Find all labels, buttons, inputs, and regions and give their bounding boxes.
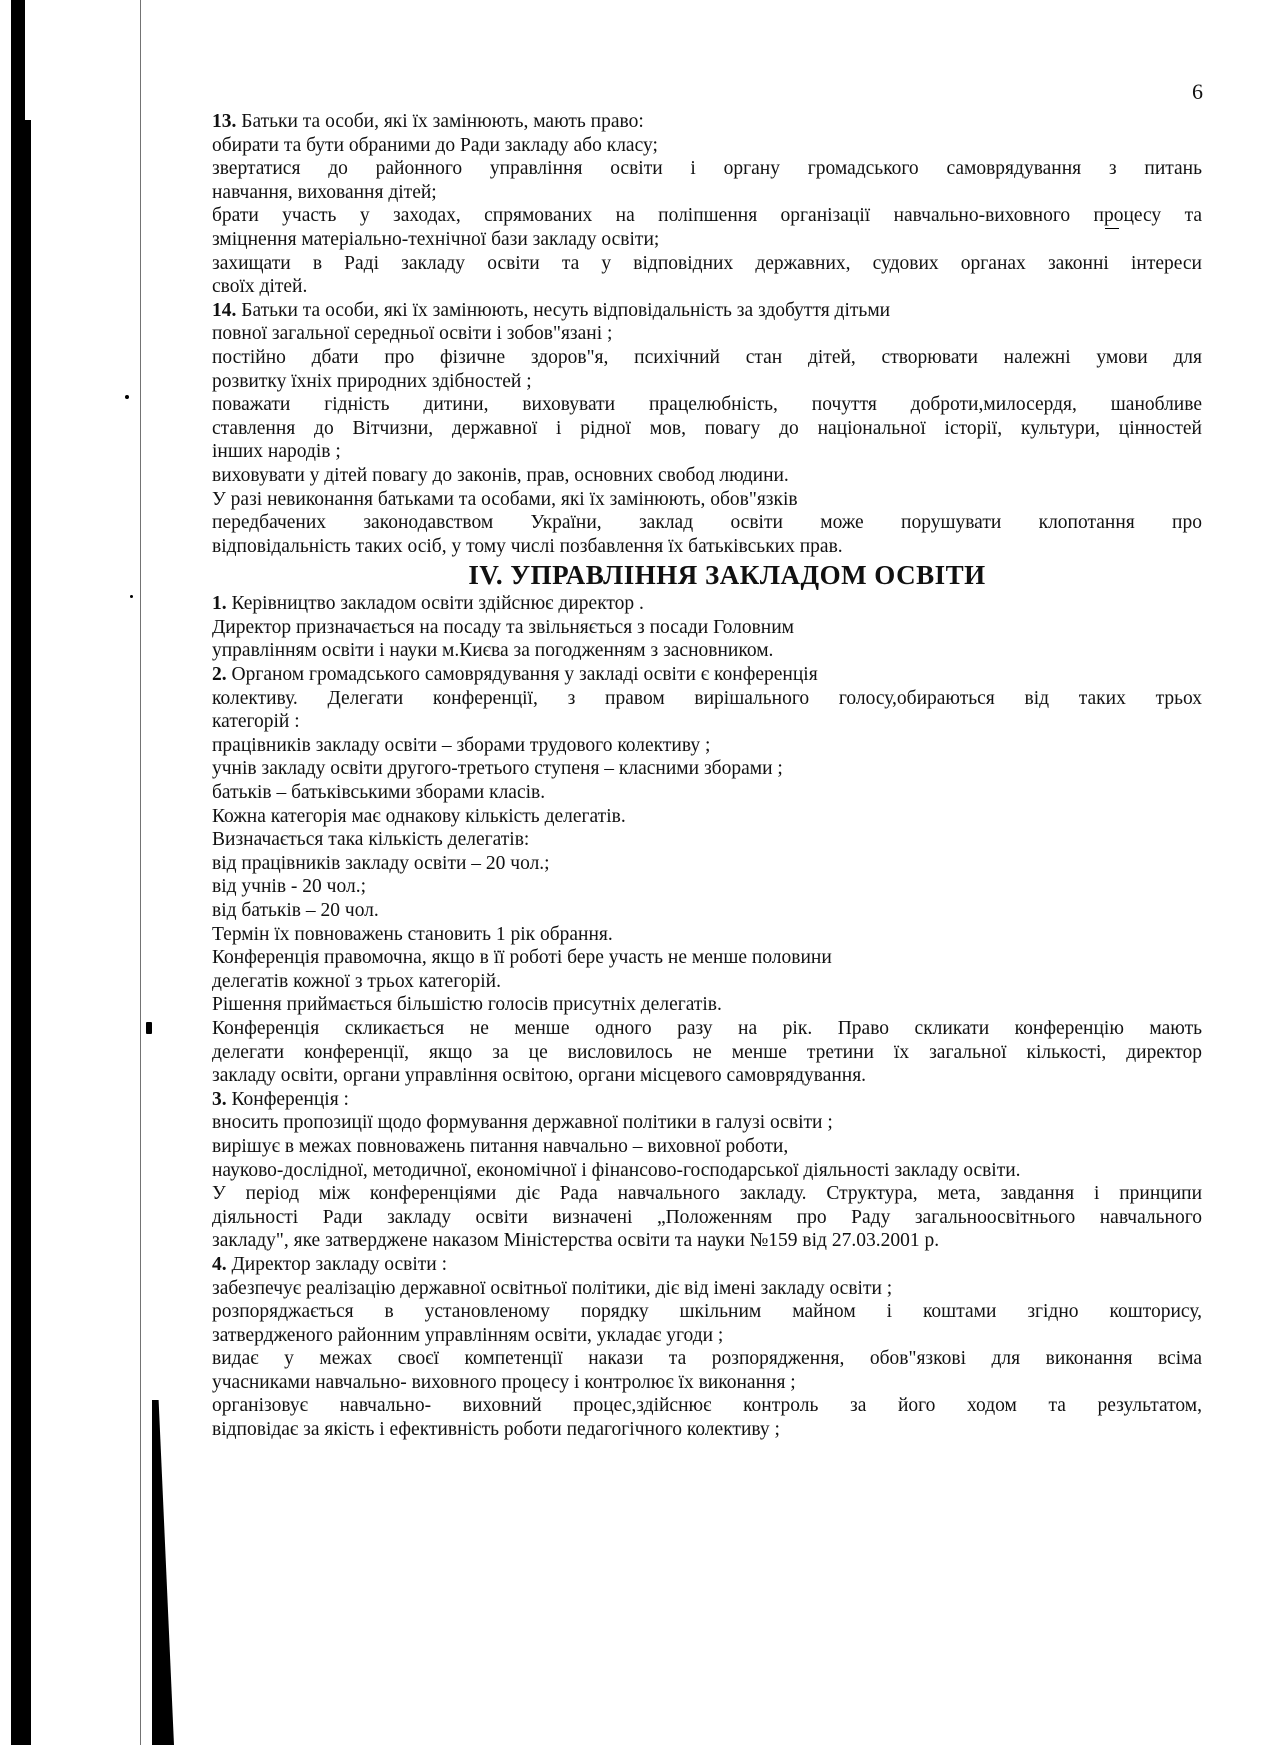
line-text: Керівництво закладом освіти здійснює директор . <box>226 593 644 615</box>
numbered-paragraph <box>212 663 1202 687</box>
text-line <box>212 535 1202 559</box>
line-text: науково-дослідної, методичної, економічної і фінансово-господарської діяльності закладу освіти. <box>212 1159 1021 1181</box>
line-text: інших народів ; <box>212 441 341 463</box>
line-text: передбачених законодавством України, заклад освіти може порушувати клопотання про <box>212 512 1202 534</box>
text-line <box>212 1418 1202 1442</box>
numbered-paragraph <box>212 299 1202 323</box>
text-line <box>212 1324 1202 1348</box>
numbered-paragraph <box>212 592 1202 616</box>
line-text: затвердженого районним управлінням освіти, укладає угоди ; <box>212 1324 724 1346</box>
text-line <box>212 275 1202 299</box>
text-line <box>212 134 1202 158</box>
item-number: 13. <box>212 111 237 132</box>
line-text: від батьків – 20 чол. <box>212 900 379 921</box>
text-line <box>212 252 1202 276</box>
item-number: 4. <box>212 1253 227 1275</box>
text-line <box>212 464 1202 488</box>
line-text: вирішує в межах повноважень питання навчально – виховної роботи, <box>212 1135 789 1157</box>
text-line <box>212 488 1202 512</box>
line-text: колективу. Делегати конференції, з правом вирішального голосу,обираються від таких трьох <box>212 687 1202 709</box>
text-line <box>212 639 1202 663</box>
parents-rights-section <box>212 110 1202 558</box>
page-number: 6 <box>1192 79 1203 104</box>
text-line <box>212 687 1202 711</box>
line-text: Рішення приймається більшістю голосів присутніх делегатів. <box>212 994 722 1016</box>
line-text: Конференція правомочна, якщо в її роботі бере участь не менше половини <box>212 947 832 969</box>
line-text: зміцнення матеріально-технічної бази закладу освіти; <box>212 228 660 250</box>
text-line <box>212 734 1202 758</box>
scan-gutter-line <box>140 0 142 1745</box>
text-line <box>212 1371 1202 1395</box>
text-line <box>212 710 1202 734</box>
text-line <box>212 970 1202 994</box>
line-text: відповідальність таких осіб, у тому числі позбавлення їх батьківських прав. <box>212 535 843 557</box>
item-number: 2. <box>212 664 227 686</box>
item-number: 3. <box>212 1088 227 1110</box>
text-line <box>212 828 1202 852</box>
text-line <box>212 370 1202 394</box>
text-line <box>212 204 1202 228</box>
line-text: Директор призначається на посаду та звільняється з посади Головним <box>212 616 795 638</box>
line-text: діяльності Ради закладу освіти визначені „Положенням про Раду загальноосвітнього навчального <box>212 1206 1202 1228</box>
line-text: вносить пропозиції щодо формування державної політики в галузі освіти ; <box>212 1112 833 1134</box>
line-text: учнів закладу освіти другого-третього ступеня – класними зборами ; <box>212 758 783 780</box>
line-text: працівників закладу освіти – зборами трудового колективу ; <box>212 734 711 756</box>
text-line <box>212 805 1202 829</box>
line-text: У разі невиконання батьками та особами, які їх замінюють, обов"язків <box>212 488 798 510</box>
line-text: Батьки та особи, які їх замінюють, несуть відповідальність за здобуття дітьми <box>236 299 891 321</box>
text-line <box>212 781 1202 805</box>
line-text: Конференція : <box>226 1088 349 1110</box>
text-line <box>212 1135 1202 1159</box>
line-text: брати участь у заходах, спрямованих на поліпшення організації навчально-виховного процесу та <box>212 205 1202 227</box>
line-text: Визначається така кількість делегатів: <box>212 829 530 851</box>
text-line <box>212 1347 1202 1371</box>
section-heading: IV. УПРАВЛІННЯ ЗАКЛАДОМ ОСВІТИ <box>468 560 986 591</box>
line-text: забезпечує реалізацію державної освітньої політики, діє від імені закладу освіти ; <box>212 1277 893 1299</box>
text-line <box>212 1182 1202 1206</box>
text-line <box>212 946 1202 970</box>
line-text: обирати та бути обраними до Ради закладу або класу; <box>212 134 658 156</box>
line-text: видає у межах своєї компетенції накази та розпорядження, обов"язкові для виконання всіма <box>212 1348 1202 1370</box>
scan-speck <box>146 1022 152 1034</box>
text-line <box>212 181 1202 205</box>
scan-speck <box>125 395 129 399</box>
text-line <box>212 1277 1202 1301</box>
line-text: від працівників закладу освіти – 20 чол.; <box>212 852 550 874</box>
line-text: виховувати у дітей повагу до законів, прав, основних свобод людини. <box>212 464 789 486</box>
line-text: постійно дбати про фізичне здоров"я, психічний стан дітей, створювати належні умови для <box>212 346 1202 368</box>
text-line <box>212 616 1202 640</box>
numbered-paragraph <box>212 1253 1202 1277</box>
text-line <box>212 1017 1202 1041</box>
text-line <box>212 757 1202 781</box>
line-text: поважати гідність дитини, виховувати працелюбність, почуття доброти,милосердя, шанобливе <box>212 394 1202 416</box>
line-text: делегати конференції, якщо за це висловилось не менше третини їх загальної кількості, директор <box>212 1041 1202 1063</box>
text-line <box>212 1394 1202 1418</box>
line-text: Конференція скликається не менше одного разу на рік. Право скликати конференцію мають <box>212 1017 1202 1039</box>
line-text: Органом громадського самоврядування у закладі освіти є конференція <box>226 664 818 686</box>
line-text: розвитку їхніх природних здібностей ; <box>212 370 532 392</box>
line-text: відповідає за якість і ефективність роботи педагогічного колективу ; <box>212 1419 780 1441</box>
text-line <box>212 393 1202 417</box>
line-text: організовує навчально- виховний процес,здійснює контроль за його ходом та результатом, <box>212 1395 1202 1417</box>
text-line <box>212 1159 1202 1183</box>
line-text: від учнів - 20 чол.; <box>212 876 366 898</box>
text-line <box>212 1064 1202 1088</box>
line-text: управлінням освіти і науки м.Києва за погодженням з засновником. <box>212 640 774 662</box>
line-text: розпоряджається в установленому порядку шкільним майном і коштами згідно кошторису, <box>212 1301 1202 1323</box>
text-line <box>212 1229 1202 1253</box>
text-line <box>212 440 1202 464</box>
line-text: повної загальної середньої освіти і зобов"язані ; <box>212 323 613 345</box>
scan-gutter-shadow <box>152 1400 174 1745</box>
text-line <box>212 511 1202 535</box>
line-text: закладу", яке затверджене наказом Міністерства освіти та науки №159 від 27.03.2001 р. <box>212 1230 940 1252</box>
text-line <box>212 1041 1202 1065</box>
text-line <box>212 1300 1202 1324</box>
text-line <box>212 875 1202 899</box>
line-text: батьків – батьківськими зборами класів. <box>212 782 546 804</box>
numbered-paragraph <box>212 1088 1202 1112</box>
text-line <box>212 157 1202 181</box>
text-line <box>212 1206 1202 1230</box>
management-section <box>212 592 1202 1441</box>
document-page <box>212 80 1202 1442</box>
scan-edge-shadow <box>11 0 25 1745</box>
text-line <box>212 322 1202 346</box>
line-text: Термін їх повноважень становить 1 рік обрання. <box>212 923 613 945</box>
scan-speck <box>130 595 133 598</box>
text-line <box>212 1111 1202 1135</box>
line-text: звертатися до районного управління освіти і органу громадського самоврядування з питань <box>212 158 1202 180</box>
line-text: Батьки та особи, які їх замінюють, мають право: <box>236 111 644 132</box>
text-line <box>212 993 1202 1017</box>
text-line <box>212 346 1202 370</box>
text-line <box>212 899 1202 923</box>
text-line <box>212 923 1202 947</box>
line-text: Кожна категорія має однакову кількість делегатів. <box>212 805 626 827</box>
line-text: закладу освіти, органи управління освітою, органи місцевого самоврядування. <box>212 1065 867 1087</box>
line-text: У період між конференціями діє Рада навчального закладу. Структура, мета, завдання і принципи <box>212 1183 1202 1205</box>
item-number: 1. <box>212 593 227 615</box>
line-text: ставлення до Вітчизни, державної і рідної мов, повагу до національної історії, культури, цінностей <box>212 417 1202 439</box>
line-text: категорій : <box>212 711 300 733</box>
item-number: 14. <box>212 299 237 321</box>
line-text: захищати в Раді закладу освіти та у відповідних державних, судових органах законні інтереси <box>212 252 1202 274</box>
text-line <box>212 228 1202 252</box>
text-line <box>212 852 1202 876</box>
text-line <box>212 417 1202 441</box>
line-text: навчання, виховання дітей; <box>212 181 437 203</box>
numbered-paragraph <box>212 110 1202 134</box>
line-text: делегатів кожної з трьох категорій. <box>212 970 501 992</box>
line-text: своїх дітей. <box>212 276 308 298</box>
line-text: учасниками навчально- виховного процесу і контролює їх виконання ; <box>212 1371 796 1393</box>
line-text: Директор закладу освіти : <box>226 1253 448 1275</box>
